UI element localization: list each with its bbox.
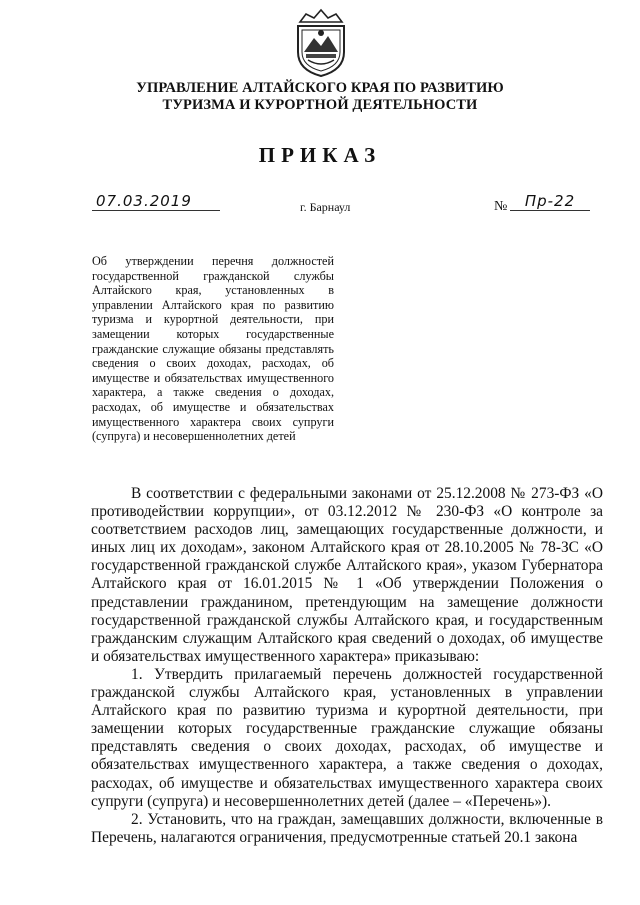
item-2-paragraph: 2. Установить, что на граждан, замещавших должности, включенные в Перечень, налагаются ограничения, предусмотренные статьей 20.1 закона	[91, 810, 603, 846]
organization-name: УПРАВЛЕНИЕ АЛТАЙСКОГО КРАЯ ПО РАЗВИТИЮ ТУРИЗМА И КУРОРТНОЙ ДЕЯТЕЛЬНОСТИ	[136, 80, 504, 113]
number-sign: №	[494, 199, 508, 214]
altai-krai-coat-of-arms-icon	[292, 8, 350, 78]
order-number: Пр-22	[510, 192, 590, 211]
order-body	[91, 485, 603, 847]
item-1-paragraph: 1. Утвердить прилагаемый перечень должностей государственной гражданской службы Алтайского края, установленных в управлении Алтайского края по развитию туризма и курортной деятельности, при замещении которых государственные гражданские служащие обязаны представлять сведения о своих доходах, расходах, об имуществе и обязательствах имущественного характера, а также сведения о доходах, расходах, об имуществе и обязательствах имущественного характера своих супруги (супруга) и несовершеннолетних детей (далее – «Перечень»).	[91, 665, 603, 810]
document-type-title: ПРИКАЗ	[258, 143, 382, 167]
order-subject: Об утверждении перечня должностей государственной гражданской службы Алтайского края, установленных в управлении Алтайского края по развитию туризма и курортной деятельности, при замещении которых государственные гражданские служащие обязаны представлять сведения о своих доходах, расходах, об имуществе и обязательствах имущественного характера, а также сведения о доходах, расходах, об имуществе и обязательствах имущественного характера своих супруги (супруга) и несовершеннолетних детей	[92, 254, 334, 444]
city-label: г. Барнаул	[300, 200, 351, 214]
order-date: 07.03.2019	[92, 192, 220, 211]
preamble-paragraph: В соответствии с федеральными законами от 25.12.2008 № 273-ФЗ «О противодействии коррупции», от 03.12.2012 № 230-ФЗ «О контроле за соответствием расходов лиц, замещающих государственные должности, и иных лиц их доходам», законом Алтайского края от 28.10.2005 № 78-ЗС «О государственной гражданской службе Алтайского края», указом Губернатора Алтайского края от 16.01.2015 № 1 «Об утверждении Положения о представлении гражданином, претендующим на замещение должности государственной гражданской службы Алтайского края, и государственным гражданским служащим Алтайского края сведений о доходах, об имуществе и обязательствах имущественного характера» приказываю:	[91, 485, 603, 665]
